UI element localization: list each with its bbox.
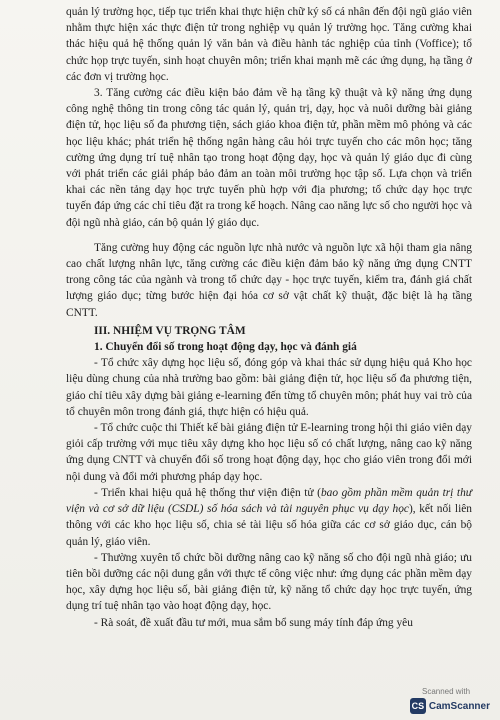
library-text-italic: bao gồm phần mềm quản trị thư viện và cơ sở dữ liệu (CSDL) số hóa sách và tài nguyên phục vụ dạy học: [66, 486, 472, 516]
document-body: [66, 4, 472, 631]
paragraph-gap: [66, 231, 472, 240]
paragraph-digital-library: [66, 485, 472, 550]
paragraph-digital-materials: - Tổ chức xây dựng học liệu số, đóng góp và khai thác sử dụng hiệu quả Kho học liệu dùng chung của nhà trường bao gồm: bài giảng điện tử, học liệu số đa phương tiện, giáo chỉ tiêu xây dựng bài giảng e-learning đến từng tổ chuyên môn; phát huy vai trò của tổ chuyên môn trong đánh giá, thực hiện có hiệu quả.: [66, 357, 472, 418]
paragraph-resources: Tăng cường huy động các nguồn lực nhà nước và nguồn lực xã hội tham gia nâng cao chất lượng nhân lực, tăng cường các điều kiện đảm bảo kỹ năng ứng dụng CNTT trong công tác của ngành và trong tổ chức dạy - học trực tuyến, kiểm tra, đánh giá chất lượng giáo dục; từng bước hiện đại hóa cơ sở vật chất kỹ thuật, đặc biệt là hạ tầng CNTT.: [66, 241, 472, 319]
paragraph-elearning-contest: - Tổ chức cuộc thi Thiết kế bài giảng điện tử E-learning trong hội thi giáo viên dạy giỏi cấp trường với mục tiêu xây dựng kho học liệu số có chất lượng, nâng cao kỹ năng ứng dụng CNTT và chuyển đổi số trong hoạt động dạy, học cho giáo viên trong đổi mới nội dung và đổi mới phương pháp dạy học.: [66, 422, 472, 483]
library-text-a: - Triển khai hiệu quả hệ thống thư viện điện tử (: [94, 486, 321, 499]
paragraph-voffice: quản lý trường học, tiếp tục triển khai thực hiện chữ ký số cá nhân đến đội ngũ giáo viên nhằm thực hiện xác thực điện tử trong nghiệp vụ quản lý trường học. Tăng cường khai thác hiệu quả hệ thống quản lý văn bản và điều hành tác nghiệp của tỉnh (Voffice); tổ chức họp trực tuyến, sinh hoạt chuyên môn; triển khai mạnh mẽ các ứng dụng, hạ tầng ở các đơn vị trường học.: [66, 6, 472, 83]
watermark-brand: [410, 698, 490, 714]
paragraph-infrastructure: 3. Tăng cường các điều kiện bảo đảm về hạ tầng kỹ thuật và kỹ năng ứng dụng công nghệ thông tin trong công tác quản lý, quản trị, dạy, học và nuôi dưỡng bài giảng điện tử, học liệu số đa phương tiện, sách giáo khoa điện tử, phần mềm mô phỏng và các học liệu khác; phát triển hệ thống ngân hàng câu hỏi trực tuyến cho các môn học; tăng cường ứng dụng trí tuệ nhân tạo trong hoạt động dạy, học và quản lý giáo dục đi cùng với phát triển các giải pháp bảo đảm an toàn môi trường học tập số. Lựa chọn và triển khai các nền tảng dạy học trực tuyến phù hợp với địa phương; tổ chức dạy học trực tuyến đáp ứng các chỉ tiêu đặt ra trong kế hoạch. Nâng cao năng lực số cho người học và đội ngũ nhà giáo, cán bộ quản lý giáo dục.: [66, 87, 472, 229]
subsection-heading: 1. Chuyển đổi số trong hoạt động dạy, học và đánh giá: [94, 341, 357, 354]
library-text-b: ), kết nối liên thông với các kho học liệu số, chia sẻ tài liệu số hóa giữa các cơ sở giáo dục, cán bộ quản lý, giáo viên.: [66, 503, 472, 548]
watermark-brand-name: CamScanner: [428, 700, 490, 712]
paragraph-review: - Rà soát, đề xuất đầu tư mới, mua sắm bổ sung máy tính đáp ứng yêu: [94, 616, 413, 629]
camscanner-watermark: [410, 687, 490, 714]
section-heading: III. NHIỆM VỤ TRỌNG TÂM: [94, 324, 246, 337]
paragraph-training: - Thường xuyên tổ chức bồi dưỡng nâng cao kỹ năng số cho đội ngũ nhà giáo; ưu tiên bồi dưỡng các nội dung gắn với thực tế công việc như: ứng dụng các phần mềm dạy học, xây dựng học liệu số, bài giảng điện tử, kỹ năng tổ chức dạy học trực tuyến, ứng dụng trí tuệ nhân tạo vào hoạt động dạy, học.: [66, 551, 472, 613]
camscanner-logo-icon: CS: [410, 698, 426, 714]
watermark-caption: Scanned with: [422, 687, 471, 696]
